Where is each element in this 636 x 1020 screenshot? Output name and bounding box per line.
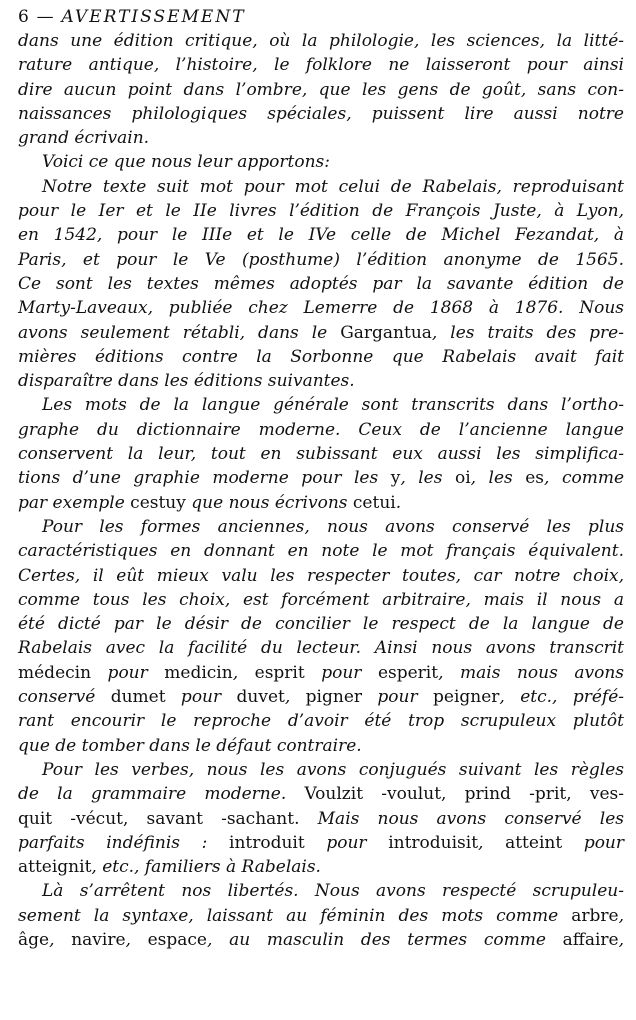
italic-text: pour xyxy=(304,832,389,853)
roman-word: atteint xyxy=(505,832,563,853)
roman-word: es xyxy=(525,468,545,489)
italic-text: pour xyxy=(304,662,378,683)
roman-word: introduit xyxy=(229,832,305,853)
italic-text: pour le Ier et le IIe livres l’édition de François Juste, à Lyon, xyxy=(18,201,624,222)
text-line xyxy=(18,53,624,77)
text-line xyxy=(18,466,624,490)
roman-word: duvet xyxy=(236,687,285,708)
roman-word: médecin xyxy=(18,662,92,683)
italic-text: en 1542, pour le IIIe et le IVe celle de Michel Fezandat, à xyxy=(18,225,624,246)
text-line xyxy=(18,636,624,660)
italic-text: pour xyxy=(362,687,434,708)
text-line xyxy=(18,126,624,150)
roman-word: affaire xyxy=(562,929,619,950)
running-title: AVERTISSEMENT xyxy=(61,7,246,27)
italic-text: que nous écrivons xyxy=(185,492,353,513)
text-line xyxy=(18,78,624,102)
italic-text: , les xyxy=(400,468,455,489)
roman-word: pigner xyxy=(305,687,363,708)
italic-text: Pour les formes anciennes, nous avons conservé les plus xyxy=(42,516,624,537)
italic-text: dire aucun point dans l’ombre, que les gens de goût, sans con- xyxy=(18,79,624,100)
italic-text: disparaître dans les éditions suivantes. xyxy=(18,371,355,392)
body-text xyxy=(18,29,624,952)
text-line xyxy=(18,564,624,588)
text-line xyxy=(18,831,624,855)
italic-text: comme tous les choix, est forcément arbitraire, mais il nous a xyxy=(18,589,624,610)
text-line xyxy=(18,709,624,733)
text-line xyxy=(18,661,624,685)
italic-text: rature antique, l’histoire, le folklore ne laisseront pour ainsi xyxy=(18,55,624,76)
text-line xyxy=(18,272,624,296)
text-line xyxy=(18,588,624,612)
text-line xyxy=(18,345,624,369)
paragraph xyxy=(18,150,624,174)
running-header xyxy=(18,6,624,28)
italic-text: , xyxy=(232,662,255,683)
roman-word: cestuy xyxy=(130,492,186,513)
text-line xyxy=(18,612,624,636)
text-line xyxy=(18,515,624,539)
italic-text: graphe du dictionnaire moderne. Ceux de l’ancienne langue xyxy=(18,419,624,440)
text-line xyxy=(18,539,624,563)
italic-text: pour xyxy=(165,687,237,708)
italic-text: , xyxy=(49,929,72,950)
italic-text: Rabelais avec la facilité du lecteur. Ainsi nous avons transcrit xyxy=(18,638,624,659)
italic-text: Marty-Laveaux, publiée chez Lemerre de 1868 à 1876. Nous xyxy=(18,298,624,319)
italic-text: , au masculin des termes comme xyxy=(207,929,563,950)
italic-text: Pour les verbes, nous les avons conjugués suivant les règles xyxy=(42,759,624,780)
roman-word: medicin xyxy=(164,662,233,683)
italic-text: , etc., préfé- xyxy=(499,687,625,708)
italic-text: par exemple xyxy=(18,492,131,513)
text-line xyxy=(18,685,624,709)
paragraph xyxy=(18,515,624,758)
roman-word: y xyxy=(390,468,401,489)
italic-text: de la grammaire moderne. xyxy=(18,784,305,805)
text-line xyxy=(18,782,624,806)
text-line xyxy=(18,879,624,903)
roman-word: navire xyxy=(71,929,126,950)
italic-text: Notre texte suit mot pour mot celui de Rabelais, reproduisant xyxy=(42,176,624,197)
roman-word: Gargantua xyxy=(340,322,432,343)
text-line xyxy=(18,807,624,831)
text-line xyxy=(18,393,624,417)
roman-word: esprit xyxy=(254,662,305,683)
roman-word: dumet xyxy=(110,687,166,708)
italic-text: pour xyxy=(562,832,625,853)
text-line xyxy=(18,904,624,928)
roman-word: esperit xyxy=(377,662,439,683)
italic-text: Les mots de la langue générale sont transcrits dans l’ortho- xyxy=(42,395,624,416)
italic-text: conservent la leur, tout en subissant eux aussi les simplifica- xyxy=(18,444,624,465)
italic-text: Mais nous avons conservé les xyxy=(299,808,625,829)
italic-text: avons seulement rétabli, dans le xyxy=(18,322,341,343)
paragraph xyxy=(18,393,624,514)
italic-text: sement la syntaxe, laissant au féminin des mots comme xyxy=(18,905,572,926)
text-line xyxy=(18,758,624,782)
text-line xyxy=(18,248,624,272)
italic-text: . xyxy=(395,492,402,513)
header-separator: — xyxy=(36,7,55,27)
text-line xyxy=(18,734,624,758)
text-line xyxy=(18,491,624,515)
paragraph xyxy=(18,879,624,952)
text-line xyxy=(18,150,624,174)
italic-text: , xyxy=(478,832,506,853)
roman-word: peigner xyxy=(433,687,500,708)
text-line xyxy=(18,855,624,879)
text-line xyxy=(18,175,624,199)
italic-text: Certes, il eût mieux valu les respecter toutes, car notre choix, xyxy=(18,565,624,586)
roman-word: oi xyxy=(454,468,471,489)
roman-word: Voulzit -voulut, prind -prit, ves- xyxy=(304,784,624,805)
italic-text: Paris, et pour le Ve (posthume) l’édition anonyme de 1565. xyxy=(18,249,624,270)
text-line xyxy=(18,199,624,223)
text-line xyxy=(18,442,624,466)
italic-text: conservé xyxy=(18,687,111,708)
roman-word: quit -vécut, savant -sachant. xyxy=(18,808,300,829)
text-line xyxy=(18,928,624,952)
italic-text: , xyxy=(284,687,306,708)
text-line xyxy=(18,102,624,126)
italic-text: rant encourir le reproche d’avoir été trop scrupuleux plutôt xyxy=(18,711,624,732)
text-line xyxy=(18,369,624,393)
roman-word: espace xyxy=(147,929,207,950)
page-number: 6 xyxy=(18,7,31,27)
italic-text: , les xyxy=(470,468,526,489)
italic-text: , xyxy=(618,929,624,950)
italic-text: dans une édition critique, où la philologie, les sciences, la litté- xyxy=(18,31,624,51)
italic-text: , comme xyxy=(544,468,625,489)
paragraph xyxy=(18,29,624,150)
roman-word: cetui xyxy=(352,492,396,513)
italic-text: , xyxy=(125,929,148,950)
italic-text: naissances philologiques spéciales, puissent lire aussi notre xyxy=(18,103,624,124)
text-line xyxy=(18,29,624,53)
italic-text: parfaits indéfinis : xyxy=(18,832,230,853)
italic-text: , mais nous avons xyxy=(438,662,624,683)
text-line xyxy=(18,223,624,247)
italic-text: pour xyxy=(91,662,165,683)
text-line xyxy=(18,418,624,442)
italic-text: , les traits des pre- xyxy=(431,322,624,343)
paragraph xyxy=(18,175,624,394)
italic-text: Ce sont les textes mêmes adoptés par la savante édition de xyxy=(18,273,624,294)
roman-word: arbre xyxy=(571,905,619,926)
text-line xyxy=(18,296,624,320)
italic-text: été dicté par le désir de concilier le respect de la langue de xyxy=(18,614,624,635)
italic-text: mières éditions contre la Sorbonne que Rabelais avait fait xyxy=(18,346,624,367)
italic-text: grand écrivain. xyxy=(18,128,150,149)
italic-text: caractéristiques en donnant en note le mot français équivalent. xyxy=(18,541,624,562)
italic-text: Voici ce que nous leur apportons: xyxy=(42,152,330,173)
italic-text: que de tomber dans le défaut contraire. xyxy=(18,735,362,756)
roman-word: âge xyxy=(18,929,50,950)
text-line xyxy=(18,321,624,345)
roman-word: introduisit xyxy=(388,832,479,853)
paragraph xyxy=(18,758,624,879)
italic-text: tions d’une graphie moderne pour les xyxy=(18,468,391,489)
roman-word: atteignit xyxy=(18,857,92,878)
italic-text: Là s’arrêtent nos libertés. Nous avons respecté scrupuleu- xyxy=(42,881,624,902)
italic-text: , etc., familiers à Rabelais. xyxy=(91,857,321,878)
italic-text: , xyxy=(618,905,624,926)
